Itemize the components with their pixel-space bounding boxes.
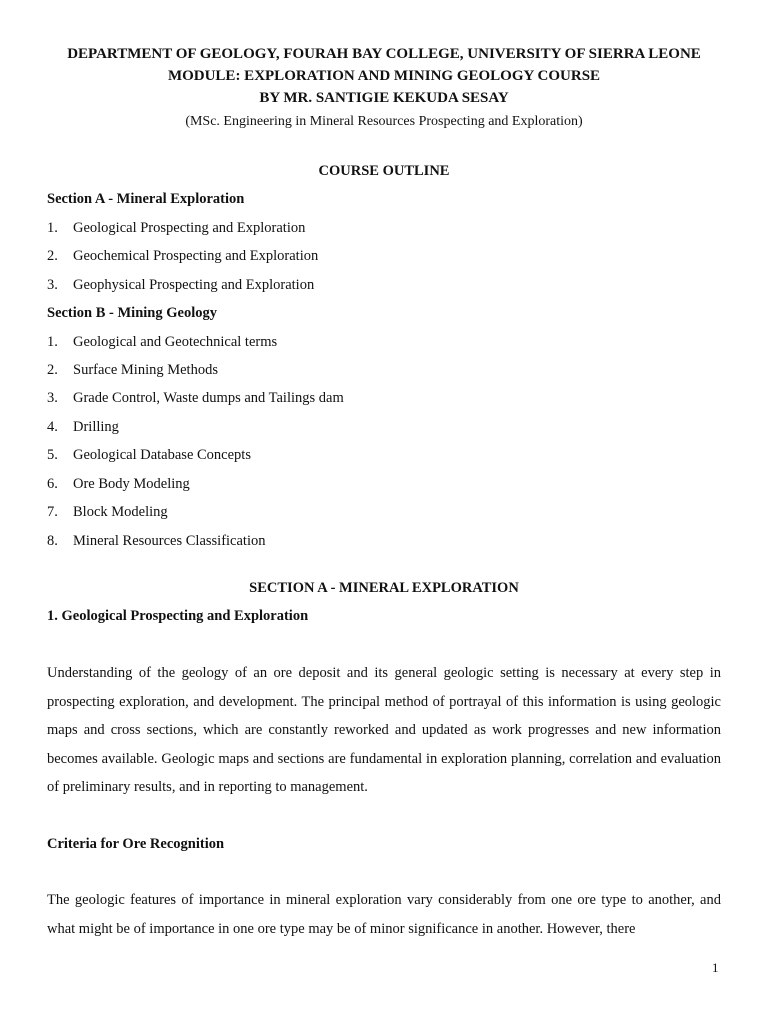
page-number: 1 <box>712 960 719 975</box>
body-paragraph: Understanding of the geology of an ore deposit and its general geologic setting is necessary at every step in prospecting exploration, and development. The principal method of portrayal of this information is using geologic maps and cross sections, which are constantly reworked and updated as work progresses and new information becomes available. Geologic maps and sections are fundamental in exploration planning, correlation and evaluation of preliminary results, and in reporting to management. <box>47 665 721 795</box>
list-item-number: 3. <box>47 277 58 293</box>
body-paragraph: The geologic features of importance in mineral exploration vary considerably from one ore type to another, and what might be of importance in one ore type may be of minor significance in another. However, there <box>47 892 721 937</box>
list-item-text: Geological Prospecting and Exploration <box>73 220 306 236</box>
list-item <box>47 248 318 265</box>
list-item-text: Ore Body Modeling <box>73 476 190 492</box>
section-b-title: Section B - Mining Geology <box>47 305 217 321</box>
list-item-text: Geochemical Prospecting and Exploration <box>73 248 319 264</box>
list-item <box>47 390 344 407</box>
subsection-heading: 1. Geological Prospecting and Exploration <box>47 608 309 624</box>
outline-title: COURSE OUTLINE <box>318 163 450 179</box>
list-item-number: 6. <box>47 476 58 492</box>
header-qualification: (MSc. Engineering in Mineral Resources Prospecting and Exploration) <box>185 114 583 129</box>
list-item <box>47 419 119 436</box>
list-item-text: Geological and Geotechnical terms <box>73 334 278 350</box>
list-item-text: Grade Control, Waste dumps and Tailings dam <box>73 390 344 406</box>
criteria-heading: Criteria for Ore Recognition <box>47 836 225 852</box>
list-item-number: 5. <box>47 447 58 463</box>
list-item <box>47 447 251 464</box>
list-item <box>47 220 305 237</box>
list-item-number: 1. <box>47 334 58 350</box>
list-item-number: 1. <box>47 220 58 236</box>
list-item <box>47 277 314 294</box>
list-item-text: Geophysical Prospecting and Exploration <box>73 277 315 293</box>
list-item-text: Block Modeling <box>73 504 168 520</box>
list-item-number: 7. <box>47 504 58 520</box>
list-item-text: Drilling <box>73 419 119 435</box>
header-department: DEPARTMENT OF GEOLOGY, FOURAH BAY COLLEGE, UNIVERSITY OF SIERRA LEONE <box>67 46 701 62</box>
list-item-text: Mineral Resources Classification <box>73 533 266 549</box>
list-item-number: 3. <box>47 390 58 406</box>
list-item-number: 2. <box>47 362 58 378</box>
list-item <box>47 476 190 493</box>
list-item-number: 4. <box>47 419 58 435</box>
list-item <box>47 334 277 351</box>
list-item-number: 8. <box>47 533 58 549</box>
section-heading: SECTION A - MINERAL EXPLORATION <box>249 580 519 596</box>
list-item-text: Surface Mining Methods <box>73 362 218 378</box>
header-author: BY MR. SANTIGIE KEKUDA SESAY <box>259 90 509 106</box>
list-item <box>47 533 265 550</box>
list-item <box>47 362 218 379</box>
list-item-number: 2. <box>47 248 58 264</box>
section-a-title: Section A - Mineral Exploration <box>47 191 245 207</box>
list-item-text: Geological Database Concepts <box>73 447 251 463</box>
header-module: MODULE: EXPLORATION AND MINING GEOLOGY COURSE <box>167 68 601 84</box>
list-item <box>47 504 168 521</box>
